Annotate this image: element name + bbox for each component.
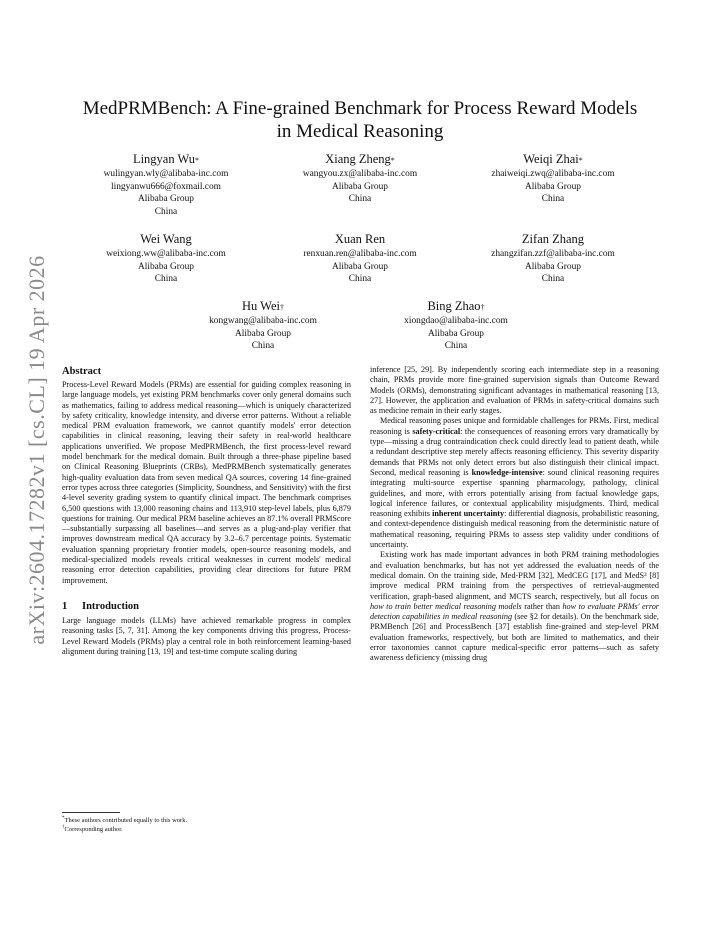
author-name: Xuan Ren [334,232,386,246]
equal-contribution-mark: * [195,156,200,165]
body-paragraph [370,416,659,550]
footnote-divider [62,812,120,813]
author-name: Lingyan Wu [132,152,196,166]
body-paragraph: inference [25, 29]. By independently scoring each intermediate step in a reasoning chain, PRMs provide more fine-grained supervision signals than Outcome Reward Models (ORMs), demonstrating significant advantages in mathematical reasoning [13, 27]. However, the application and evaluation of PRMs in safety-critical domains such as medicine remain in their early stages. [370,365,659,416]
author-email[interactable]: wangyou.zx@alibaba-inc.com [302,169,418,179]
author-name: Bing Zhao [427,299,481,313]
arxiv-identifier-stamp: arXiv:2604.17282v1 [cs.CL] 19 Apr 2026 [24,255,49,645]
footnote-corresponding [62,824,351,834]
author-email[interactable]: renxuan.ren@alibaba-inc.com [303,249,417,259]
title-line-2: in Medical Reasoning [276,121,444,142]
text-run: (see §2 for details). On the benchmark side, PRMBench [26] and ProcessBench [37] establish fine-grained and step-level PRM evaluation frameworks, respectively, but both are limited to mathematics, and their error taxonomies cannot capture medical-specific error patterns—such as safety awareness deficiency (missing drug [370,612,659,663]
emphasis-term: safety-critical [412,426,461,436]
author-name: Weiqi Zhai [523,152,579,166]
abstract-heading: Abstract [62,366,102,377]
body-paragraph [370,550,659,663]
author-country: China [444,341,468,352]
text-run: : the consequences of reasoning errors vary dramatically by type—missing a drug contraindication check could directly lead to patient death, while a redundant descriptive step merely affects reasoning efficiency. This severity disparity demands that PRMs not only detect errors but also distinguish their clinical impact. Second, medical reasoning is [370,426,660,477]
text-run: rather than [521,601,563,611]
author-country: China [541,274,565,285]
author-name: Xiang Zheng [325,152,391,166]
author-name: Zifan Zhang [521,232,585,246]
author-email[interactable]: kongwang@alibaba-inc.com [209,316,317,326]
author-country: China [541,194,565,205]
author-affiliation: Alibaba Group [428,328,484,339]
title-line-1: MedPRMBench: A Fine-grained Benchmark for Process Reward Models [82,98,638,119]
introduction-heading [62,600,351,613]
author-block [366,298,546,353]
author-affiliation: Alibaba Group [138,194,194,205]
author-email[interactable]: weixiong.ww@alibaba-inc.com [106,249,226,259]
author-affiliation: Alibaba Group [332,181,388,192]
italic-phrase: how to evaluate PRMs' error detection capabilities in medical reasoning [370,601,659,622]
equal-contribution-mark: * [578,156,583,165]
text-run: Existing work has made important advances in both PRM training methodologies and evaluation benchmarks, but has not yet addressed the evaluation needs of the medical domain. On the training side, Med-PRM [32], MedCEG [17], and MedS³ [8] improve medical PRM training from the perspectives of retrieval-augmented verification, graph-based alignment, and MCTS search, respectively, but all focus on [370,550,659,601]
author-country: China [348,274,372,285]
author-block [270,151,450,206]
footnote-mark: † [62,825,65,830]
author-block [173,298,353,353]
author-affiliation: Alibaba Group [525,181,581,192]
footnote-mark: * [62,816,65,821]
paper-title [62,97,658,143]
author-email[interactable]: xiongdao@alibaba-inc.com [404,316,508,326]
section-title: Introduction [82,600,139,612]
author-country: China [154,206,178,217]
emphasis-term: inherent uncertainty [432,509,505,519]
text-run: Medical reasoning poses unique and formidable challenges for PRMs. First, medical reasoning is [370,416,659,436]
author-affiliation: Alibaba Group [235,328,291,339]
text-run: : sound clinical reasoning requires integrating multi-source expertise spanning pharmacology, pathology, clinical guidelines, and more, with errors potentially arising from factual knowledge gaps, logical inference failures, or contextual applicability misjudgments. Third, medical reasoning exhibits [370,467,659,519]
left-column [62,365,351,657]
emphasis-term: knowledge-intensive [471,467,543,477]
text-run: : differential diagnosis, probabilistic reasoning, and context-dependence distinguish medical reasoning from the deterministic nature of mathematical reasoning, requiring PRMs to assess step validity under conditions of uncertainty. [370,509,659,550]
italic-phrase: how to train better medical reasoning models [370,601,522,611]
author-block [463,151,643,206]
equal-contribution-mark: * [390,156,395,165]
footnote-text: These authors contributed equally to this work. [64,817,188,825]
author-email[interactable]: lingyanwu666@foxmail.com [111,181,221,192]
author-block [463,231,643,286]
author-email[interactable]: wulingyan.wly@alibaba-inc.com [103,169,229,179]
author-email[interactable]: zhangzifan.zzf@alibaba-inc.com [491,249,615,259]
introduction-paragraph: Large language models (LLMs) have achieved remarkable progress in complex reasoning tasks [5, 7, 31]. Among the key components driving this progress, Process-Level Reward Models (PRMs) play a central role in both reinforcement learning-based alignment during training [13, 19] and test-time compute scaling during [62,615,351,656]
author-name: Wei Wang [140,232,192,246]
author-name: Hu Wei [242,299,280,313]
footnote-text: Corresponding author. [64,826,123,834]
author-affiliation: Alibaba Group [332,261,388,272]
author-block [270,231,450,286]
abstract-text: Process-Level Reward Models (PRMs) are essential for guiding complex reasoning in large language models, yet existing PRM benchmarks cover only general domains such as mathematics, failing to address medical reasoning—which is uniquely characterized by safety criticality, knowledge intensity, and diverse error patterns. Without a reliable medical PRM evaluation framework, we cannot quantify models' error detection capabilities in clinical reasoning, leaving their safety in real-world healthcare applications unverified. We propose MedPRMBench, the first process-level reward model benchmark for the medical domain. Built through a three-phase pipeline based on Clinical Reasoning Blueprints (CRBs), MedPRMBench systematically generates high-quality evaluation data from seven medical QA sources, covering 14 fine-grained error types across three categories (Simplicity, Soundness, and Sensitivity) with the first 4-level severity grading system to quantify clinical impact. The benchmark comprises 6,500 questions with 13,000 reasoning chains and 113,910 step-level labels, plus 6,879 questions for training. Our medical PRM baseline achieves an 87.1% overall PRMScore—substantially surpassing all baselines—and serves as a plug-and-play verifier that improves downstream medical QA accuracy by 3.2–6.7 percentage points. Systematic evaluation spanning proprietary frontier models, open-source reasoning models, and medical-specialized models reveals critical weaknesses in current models' medical reasoning error detection capabilities, providing clear directions for future PRM improvement. [62,380,352,585]
author-email[interactable]: zhaiweiqi.zwq@alibaba-inc.com [491,169,615,179]
author-country: China [154,274,178,285]
author-country: China [251,341,275,352]
author-affiliation: Alibaba Group [138,261,194,272]
section-number: 1 [62,600,68,612]
corresponding-author-mark: † [480,303,485,312]
right-column [370,365,659,664]
author-affiliation: Alibaba Group [525,261,581,272]
corresponding-author-mark: † [280,303,284,312]
author-block [76,151,256,218]
author-block [76,231,256,286]
author-country: China [348,194,372,205]
